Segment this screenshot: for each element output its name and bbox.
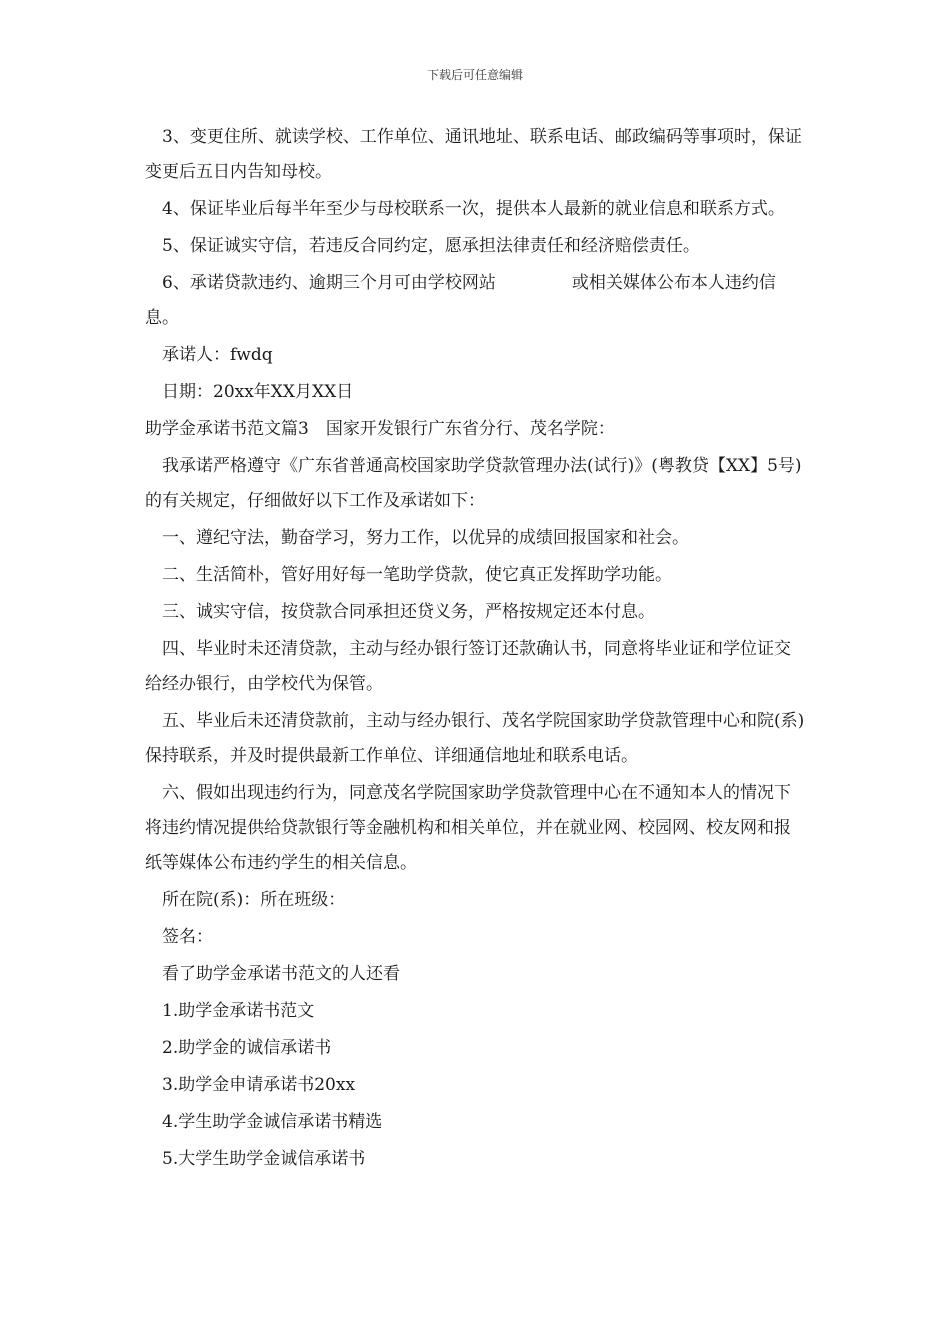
related-link-2[interactable]: 2.助学金的诚信承诺书 [162,1038,332,1058]
pledge-item-2: 二、生活简朴，管好用好每一笔助学贷款，使它真正发挥助学功能。 [162,565,672,585]
related-link-5[interactable]: 5.大学生助学金诚信承诺书 [162,1149,366,1169]
paragraph-6-part2: 或相关媒体公布本人违约信息。 [145,273,776,328]
paragraph-4: 4、保证毕业后每半年至少与母校联系一次，提供本人最新的就业信息和联系方式。 [162,199,785,219]
pledge-intro: 我承诺严格遵守《广东省普通高校国家助学贷款管理办法(试行)》(粤教贷【XX】5号)的有关规定，仔细做好以下工作及承诺如下： [145,456,802,511]
section-title: 助学金承诺书范文篇3 国家开发银行广东省分行、茂名学院： [145,419,615,439]
paragraph-6 [145,266,807,336]
pledge-item-5: 五、毕业后未还清贷款前，主动与经办银行、茂名学院国家助学贷款管理中心和院(系)保持联系，并及时提供最新工作单位、详细通信地址和联系电话。 [145,711,805,766]
pledge-item-6: 六、假如出现违约行为，同意茂名学院国家助学贷款管理中心在不通知本人的情况下将违约情况提供给贷款银行等金融机构和相关单位，并在就业网、校园网、校友网和报纸等媒体公布违约学生的相关信息。 [145,783,791,873]
pledge-item-3: 三、诚实守信，按贷款合同承担还贷义务，严格按规定还本付息。 [162,602,655,622]
date-line: 日期：20xx年XX月XX日 [162,382,354,402]
paragraph-3: 3、变更住所、就读学校、工作单位、通讯地址、联系电话、邮政编码等事项时，保证变更后五日内告知母校。 [145,127,802,182]
related-link-1[interactable]: 1.助学金承诺书范文 [162,1001,315,1021]
signer-line: 承诺人：fwdq [162,345,273,365]
document-body [145,120,807,1179]
paragraph-6-part1: 6、承诺贷款违约、逾期三个月可由学校网站 [162,273,496,293]
pledge-item-1: 一、遵纪守法，勤奋学习，努力工作，以优异的成绩回报国家和社会。 [162,528,689,548]
related-link-3[interactable]: 3.助学金申请承诺书20xx [162,1075,356,1095]
related-link-4[interactable]: 4.学生助学金诚信承诺书精选 [162,1112,383,1132]
pledge-item-4: 四、毕业时未还清贷款，主动与经办银行签订还款确认书，同意将毕业证和学位证交给经办银行，由学校代为保管。 [145,639,791,694]
related-list [145,994,807,1177]
paragraph-5: 5、保证诚实守信，若违反合同约定，愿承担法律责任和经济赔偿责任。 [162,236,700,256]
signature-line: 签名： [162,927,213,947]
page-header: 下载后可任意编辑 [426,68,523,82]
related-heading: 看了助学金承诺书范文的人还看 [162,964,400,984]
department-class-line: 所在院(系)：所在班级： [162,890,346,910]
